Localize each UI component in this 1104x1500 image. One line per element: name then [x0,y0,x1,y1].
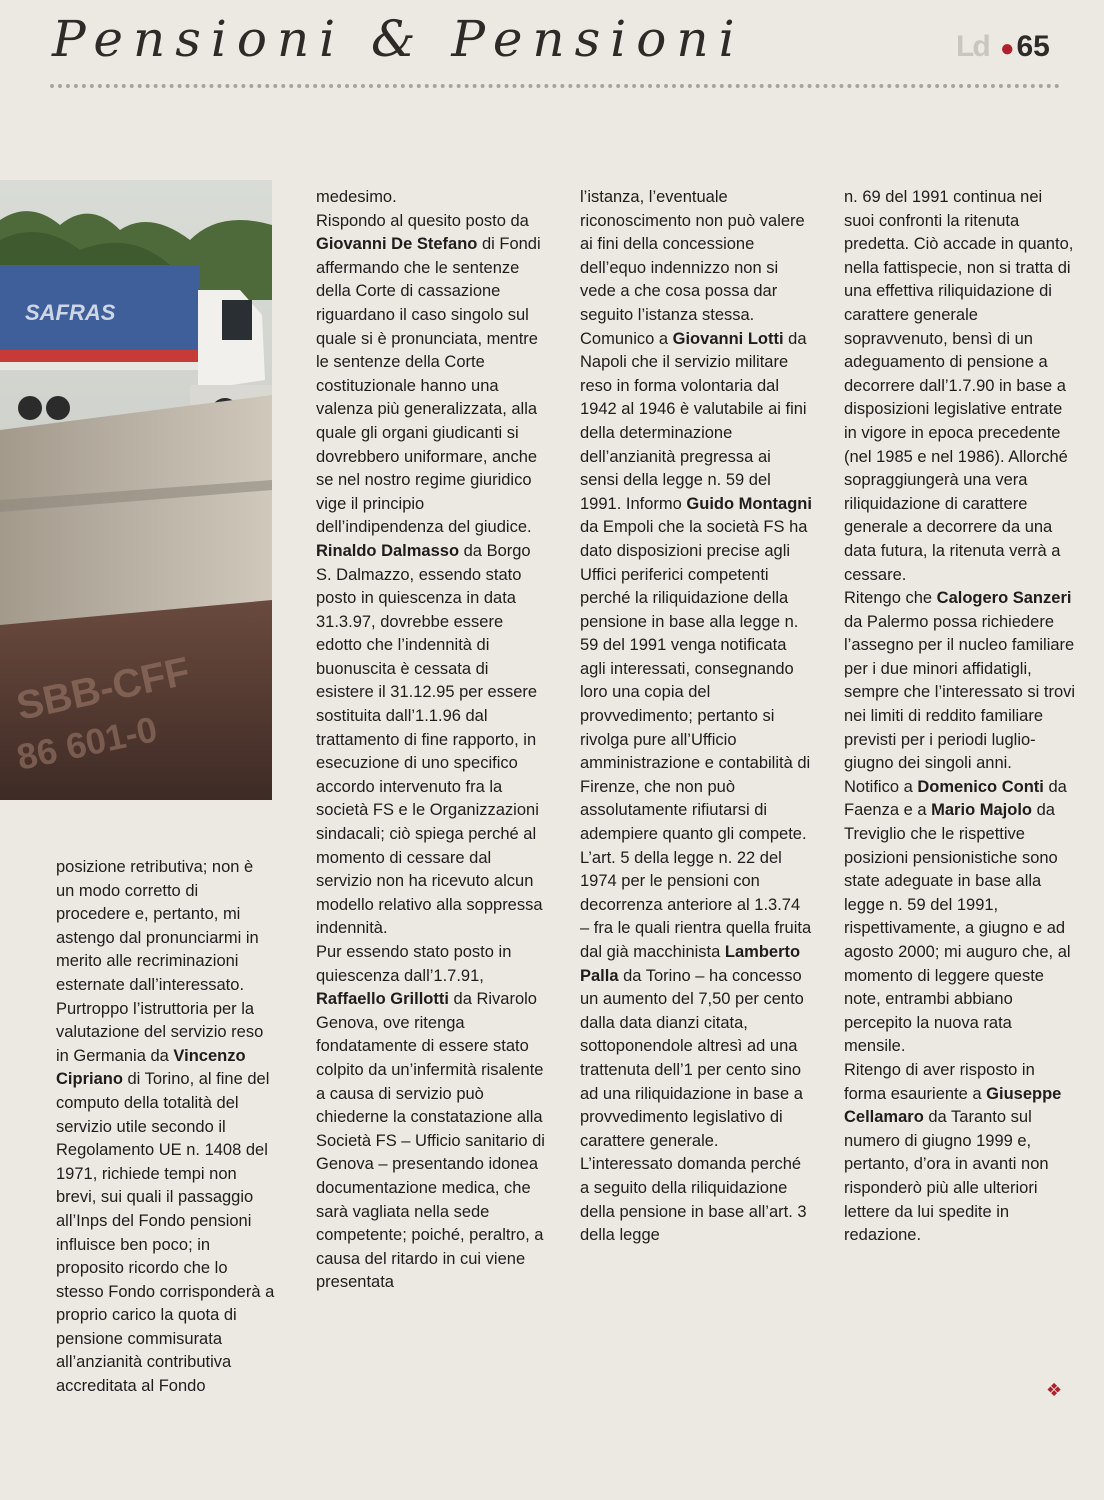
person-name: Calogero Sanzeri [936,589,1072,608]
paragraph-text: di Fondi affermando che le sentenze della Corte di cassazione riguardano il caso singolo sul quale si è pronunciata, mentre le sentenze della Corte costituzionale hanno una valenza più generalizzata, alla quale gli organi giudicanti si dovrebbero uniformare, anche se nel nostro regime giuridico vige il principio dell’indipendenza del giudice. [316,235,541,537]
paragraph-text: da Napoli che il servizio militare reso in forma volontaria dal 1942 al 1946 è valutabile ai fini della determinazione dell’anzianità pregressa ai sensi della legge n. 59 del 1991. Informo [580,329,807,513]
person-name: Vincenzo Cipriano [56,1046,246,1089]
paragraph [844,1059,1076,1248]
paragraph-text: Ritengo che [844,589,937,608]
paragraph-text: L’art. 5 della legge n. 22 del 1974 per le pensioni con decorrenza anteriore al 1.3.74 – fra le quali rientra quella fruita dal già macchinista [580,848,812,961]
paragraph-text: medesimo. [316,188,397,206]
paragraph-text: Comunico a [580,329,673,348]
paragraph-text: da Empoli che la società FS ha dato disposizioni precise agli Uffici periferici competenti perché la riliquidazione della pensione in base alla legge n. 59 del 1991 venga notificata agli interessati, consegnando loro una copia del provvedimento; pertanto si rivolga pure all’Ufficio amministrazione e contabilità di Firenze, che non può assolutamente rifiutarsi di adempiere quanto gli compete. [580,518,811,844]
paragraph [844,587,1076,776]
text-column-3 [580,186,812,1248]
paragraph [56,856,276,998]
person-name: Rinaldo Dalmasso [316,541,460,560]
paragraph-text: Purtroppo l’istruttoria per la valutazione del servizio reso in Germania da [56,999,264,1065]
paragraph [580,1153,812,1247]
paragraph-text: Rispondo al quesito posto da [316,211,529,230]
truck-photo-illustration [0,180,272,800]
person-name: Lamberto Palla [580,943,801,985]
paragraph [580,847,812,1154]
paragraph-text: l’istanza, l’eventuale riconoscimento non può valere ai fini della concessione dell’equo indennizzo non si vede a che cosa possa dar seguito l’istanza stessa. [580,188,805,324]
paragraph [316,941,548,1295]
person-name: Giovanni Lotti [672,329,784,348]
paragraph [316,186,548,210]
paragraph-text: Notifico a [844,777,918,796]
person-name: Giuseppe Cellamaro [844,1084,1062,1127]
text-column-4 [844,186,1076,1248]
page-number [1000,30,1050,64]
paragraph [56,998,276,1399]
paragraph-text: da Rivarolo Genova, ove ritenga fondatamente di essere stato colpito da un’infermità risalente a causa di servizio può chiederne la constatazione alla Società FS – Ufficio sanitario di Genova – presentando idonea documentazione medica, che sarà vagliata nella sede competente; poiché, peraltro, a causa del ritardo in cui viene presentata [316,990,545,1292]
page-number-value: 65 [1016,30,1050,63]
paragraph-text: da Treviglio che le rispettive posizioni pensionistiche sono state adeguate in base alla legge n. 59 del 1991, rispettivamente, a giugno e ad agosto 2000; mi auguro che, al momento di leggere queste note, entrambi abbiano percepito la nuova rata mensile. [844,801,1071,1056]
person-name: Giovanni De Stefano [316,235,478,254]
wagon-text-2: 86 601-0 [13,708,161,778]
paragraph-text: da Faenza e a [844,777,1067,820]
paragraph-text: n. 69 del 1991 continua nei suoi confronti la ritenuta predetta. Ciò accade in quanto, nella fattispecie, non si tratta di una effettiva riliquidazione di carattere generale sopravvenuto, bensì di un adeguamento di pensione a decorrere dall’1.7.90 in base a disposizioni legislative entrate in vigore in epoca precedente (nel 1985 e nel 1986). Allorché sopraggiungerà una vera riliquidazione di carattere generale a decorrere da una data futura, la ritenuta verrà a cessare. [844,188,1074,584]
paragraph-text: da Torino – ha concesso un aumento del 7,50 per cento dalla data dianzi citata, sottoponendole altresì ad una trattenuta dell’1 per cento sino ad una riliquidazione in base a provvedimento legislativo di carattere generale. [580,966,804,1150]
paragraph-text: da Palermo possa richiedere l’assegno per il nucleo familiare per i due minori affidatigli, sempre che l’interessato si trovi nei limiti di reddito familiare previsti per i periodi luglio-giugno dei singoli anni. [844,612,1076,773]
magazine-logo: Ld [956,30,989,63]
paragraph-text: Pur essendo stato posto in quiescenza dall’1.7.91, [316,943,512,985]
paragraph-text: Ritengo di aver risposto in forma esauriente a [844,1060,1035,1103]
person-name: Domenico Conti [917,777,1044,796]
person-name: Mario Majolo [931,801,1032,820]
paragraph [844,776,1076,1059]
text-column-1 [56,856,276,1399]
text-column-2 [316,186,548,1295]
person-name: Guido Montagni [686,494,812,513]
section-title: Pensioni & Pensioni [52,10,745,68]
truck-logo-text: SAFRAS [25,300,116,325]
truck-photo [0,180,272,800]
paragraph [580,328,812,847]
paragraph-text: da Taranto sul numero di giugno 1999 e, pertanto, d’ora in avanti non risponderò più alle ulteriori lettere da lui spedite in redazione. [844,1108,1049,1245]
paragraph [580,186,812,328]
dotted-rule [50,84,1060,88]
bullet-icon: ● [1000,35,1015,62]
paragraph-text: posizione retributiva; non è un modo corretto di procedere e, pertanto, mi astengo dal pronunciarmi in merito alle recriminazioni esternate dall’interessato. [56,858,259,994]
person-name: Raffaello Grillotti [316,990,449,1009]
paragraph-text: di Torino, al fine del computo della totalità del servizio utile secondo il Regolamento UE n. 1408 del 1971, richiede tempi non brevi, sui quali il passaggio all’Inps del Fondo pensioni influisce ben poco; in proposito ricordo che lo stesso Fondo corrisponderà a proprio carico la quota di pensione commisurata all’anzianità contributiva accreditata al Fondo [56,1070,275,1396]
end-of-article-icon: ❖ [1046,1380,1063,1401]
wagon-text-1: SBB-CFF [12,649,194,729]
paragraph [316,210,548,540]
paragraph-text: L’interessato domanda perché a seguito della riliquidazione della pensione in base all’art. 3 della legge [580,1155,807,1245]
page-header [0,0,1104,100]
paragraph [316,540,548,941]
paragraph-text: da Borgo S. Dalmazzo, essendo stato posto in quiescenza in data 31.3.97, dovrebbe essere edotto che l’indennità di buonuscita è cessata di esistere il 31.12.95 per essere sostituita dall’1.1.96 dal trattamento di fine rapporto, in esecuzione di uno specifico accordo intervenuto fra la società FS e le Organizzazioni sindacali; ciò spiega perché al momento di cessare dal servizio non ha ricevuto alcun modello relativo alla soppressa indennità. [316,541,543,938]
paragraph [844,186,1076,587]
